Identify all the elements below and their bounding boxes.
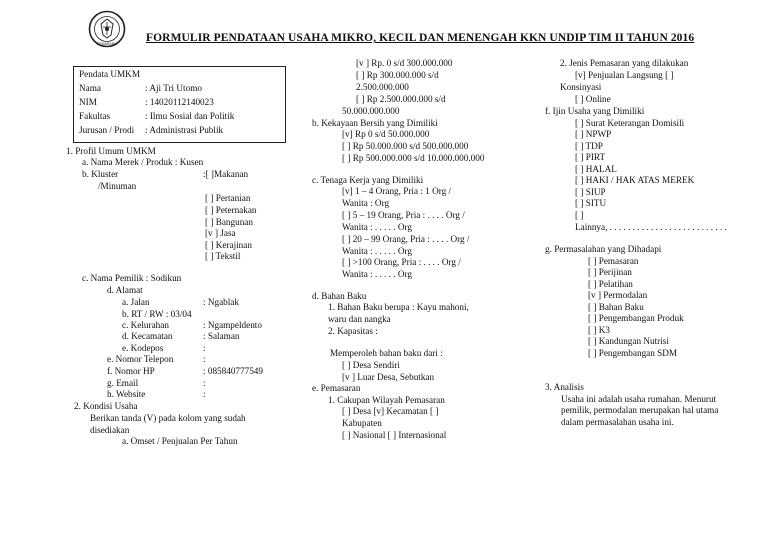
masalah-option: [ ] K3 (588, 325, 610, 335)
analisis-text: dalam permasalahan usaha ini. (561, 417, 674, 427)
contact-label: g. Email (107, 378, 139, 388)
omset-heading: a. Omset / Penjualan Per Tahun (122, 436, 238, 446)
pemasaran-heading: e. Pemasaran (312, 383, 361, 393)
kekayaan-option: [v] Rp 0 s/d 50.000.000 (342, 129, 430, 139)
kekayaan-option: [ ] Rp 500.000.000 s/d 10.000.000.000 (342, 153, 485, 163)
contact-label: f. Nomor HP (107, 366, 155, 376)
jenis-pemasaran-heading: 2. Jenis Pemasaran yang dilakukan (560, 58, 689, 68)
kluster-option: [ ] Bangunan (205, 217, 253, 227)
contact-value: : (203, 389, 206, 399)
pendata-row: Nama (79, 83, 101, 93)
alamat-label: e. Kodepos (122, 343, 164, 353)
kluster-label: b. Kluster (82, 169, 119, 179)
kapasitas-text: 2. Kapasitas : (328, 326, 378, 336)
cakupan-option: [ ] Nasional [ ] Internasional (342, 430, 447, 440)
bahan-baku-option: [v ] Luar Desa, Sebutkan (342, 372, 435, 382)
contact-value: : 085840777549 (203, 366, 263, 376)
tenaga-kerja-option: [ ] >100 Orang, Pria : . . . . Org / (342, 257, 461, 267)
masalah-option: [ ] Pelatihan (588, 279, 633, 289)
ijin-option: [ ] HAKI / HAK ATAS MEREK (575, 175, 695, 185)
alamat-label: c. Kelurahan (122, 320, 169, 330)
ijin-option: [ ] PIRT (575, 152, 606, 162)
kekayaan-heading: b. Kekayaan Bersih yang Dimiliki (312, 118, 438, 128)
instruction-text: Berikan tanda (V) pada kolom yang sudah (90, 413, 246, 423)
omset-option: 50.000.000.000 (342, 106, 400, 116)
jenis-pemasaran-option: [ ] Online (575, 94, 611, 104)
masalah-option: [ ] Pengembangan Produk (588, 313, 684, 323)
kekayaan-option: [ ] Rp 50.000.000 s/d 500.000.000 (342, 141, 469, 151)
analisis-heading: 3. Analisis (545, 382, 584, 392)
tenaga-kerja-option: Wanita : . . . . . Org (342, 269, 413, 279)
ijin-usaha-heading: f. Ijin Usaha yang Dimiliki (545, 106, 645, 116)
contact-label: e. Nomor Telepon (107, 354, 174, 364)
ijin-option: [ ] HALAL (575, 164, 617, 174)
masalah-option: [ ] Pengembangan SDM (588, 348, 678, 358)
pendata-value: : 14020112140023 (145, 97, 214, 107)
tenaga-kerja-option: Wanita : Org (342, 198, 390, 208)
masalah-option: [v ] Permodalan (588, 290, 648, 300)
contact-value: : (203, 378, 206, 388)
pendata-value: : Aji Tri Utomo (145, 83, 202, 93)
analisis-text: pemilik, permodalan merupakan hal utama (561, 405, 719, 415)
kluster-minuman: /Minuman (98, 181, 137, 191)
bahan-baku-source: Memperoleh bahan baku dari : (330, 348, 443, 358)
svg-text:SEMARANG: SEMARANG (96, 42, 118, 46)
pendata-row: Fakultas (79, 111, 111, 121)
alamat-label: b. RT / RW : 03/04 (122, 309, 192, 319)
pendata-value: : Ilmu Sosial dan Politik (145, 111, 235, 121)
alamat-heading: d. Alamat (107, 285, 143, 295)
bahan-baku-text: waru dan nangka (328, 314, 391, 324)
permasalahan-heading: g. Permasalahan yang Dihadapi (545, 244, 662, 254)
cakupan-heading: 1. Cakupan Wilayah Pemasaran (328, 395, 445, 405)
contact-value: : (203, 354, 206, 364)
ijin-lainnya: Lainnya, . . . . . . . . . . . . . . . . . . . . . . . . . . (575, 222, 727, 232)
kluster-option: [ ] Peternakan (205, 205, 257, 215)
omset-option: [ ] Rp 2.500.000.000 s/d (356, 94, 446, 104)
analisis-text: Usaha ini adalah usaha rumahan. Menurut (561, 394, 717, 404)
alamat-value: : Ngampeldento (203, 320, 262, 330)
ijin-option: [ ] SITU (575, 198, 607, 208)
pendata-row: NIM (79, 97, 97, 107)
omset-option: [v ] Rp. 0 s/d 300.000.000 (356, 58, 453, 68)
kluster-option: [ ] Pertanian (205, 193, 251, 203)
tenaga-kerja-option: [ ] 5 – 19 Orang, Pria : . . . . Org / (342, 210, 465, 220)
tenaga-kerja-option: Wanita : . . . . . Org (342, 246, 413, 256)
alamat-label: a. Jalan (122, 297, 150, 307)
kluster-option: [ ] Tekstil (205, 251, 241, 261)
merek-produk: a. Nama Merek / Produk : Kusen (82, 157, 204, 167)
ijin-option: [ ] NPWP (575, 129, 612, 139)
kluster-makanan: :[ ]Makanan (203, 169, 249, 179)
alamat-value: : Ngablak (203, 297, 239, 307)
tenaga-kerja-option: [v] 1 – 4 Orang, Pria : 1 Org / (342, 186, 452, 196)
masalah-option: [ ] Kandungan Nutrisi (588, 336, 669, 346)
section-1-heading: 1. Profil Umum UMKM (66, 146, 156, 156)
tenaga-kerja-option: [ ] 20 – 99 Orang, Pria : . . . . Org / (342, 234, 470, 244)
tenaga-kerja-option: Wanita : . . . . . Org (342, 222, 413, 232)
alamat-label: d. Kecamatan (122, 331, 173, 341)
masalah-option: [ ] Bahan Baku (588, 302, 644, 312)
alamat-value: : (203, 343, 206, 353)
kluster-option: [v ] Jasa (205, 228, 236, 238)
section-2-heading: 2. Kondisi Usaha (74, 401, 138, 411)
kluster-option: [ ] Kerajinan (205, 240, 252, 250)
pendata-heading: Pendata UMKM (79, 69, 140, 79)
ijin-option: [ ] SIUP (575, 187, 606, 197)
undip-logo (88, 9, 126, 49)
bahan-baku-option: [ ] Desa Sendiri (342, 360, 400, 370)
pendata-value: : Administrasi Publik (145, 125, 224, 135)
ijin-option: [ ] Surat Keterangan Domisili (575, 118, 685, 128)
nama-pemilik: c. Nama Pemilik : Sodikun (82, 273, 182, 283)
omset-option: 2.500.000.000 (356, 82, 409, 92)
ijin-lainnya-bracket: [ ] (575, 210, 584, 220)
jenis-pemasaran-option: [v] Penjualan Langsung [ ] (575, 70, 674, 80)
ijin-option: [ ] TDP (575, 141, 603, 151)
alamat-value: : Salaman (203, 331, 240, 341)
omset-option: [ ] Rp 300.000.000 s/d (356, 70, 439, 80)
cakupan-option: [ ] Desa [v] Kecamatan [ ] (342, 406, 439, 416)
masalah-option: [ ] Perijinan (588, 267, 632, 277)
bahan-baku-heading: d. Bahan Baku (312, 291, 367, 301)
bahan-baku-text: 1. Bahan Baku berupa : Kayu mahoni, (328, 302, 469, 312)
pendata-row: Jurusan / Prodi (79, 125, 135, 135)
tenaga-kerja-heading: c. Tenaga Kerja yang Dimiliki (312, 175, 424, 185)
instruction-text: disediakan (90, 425, 130, 435)
cakupan-option: Kabupaten (342, 418, 382, 428)
form-title: FORMULIR PENDATAAN USAHA MIKRO, KECIL DAN MENENGAH KKN UNDIP TIM II TAHUN 2016 (146, 32, 695, 44)
jenis-pemasaran-option: Konsinyasi (560, 82, 602, 92)
contact-label: h. Website (107, 389, 146, 399)
masalah-option: [ ] Pemasaran (588, 256, 639, 266)
